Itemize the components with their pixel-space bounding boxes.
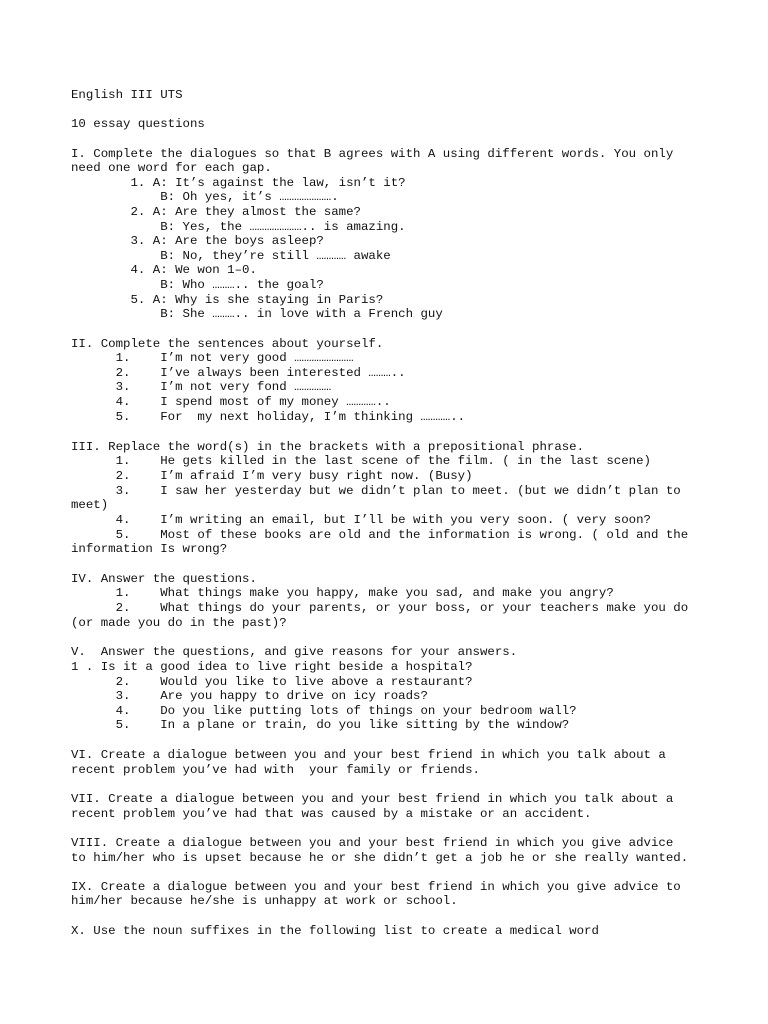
section-4-item-2: 2. What things do your parents, or your boss, or your teachers make you do [71, 601, 689, 615]
section-4-item-1: 1. What things make you happy, make you sad, and make you angry? [71, 586, 614, 600]
section-10-line-1: X. Use the noun suffixes in the following list to create a medical word [71, 924, 599, 938]
section-4-heading: IV. Answer the questions. [71, 572, 257, 586]
section-1-item-3-a: 3. A: Are the boys asleep? [71, 234, 324, 248]
section-1-item-4-b: B: Who ……….. the goal? [71, 278, 324, 292]
section-3-item-3-cont: meet) [71, 498, 109, 512]
section-5-heading: V. Answer the questions, and give reasons for your answers. [71, 645, 518, 659]
section-1-heading: I. Complete the dialogues so that B agrees with A using different words. You only [71, 147, 674, 161]
section-3-item-5-cont: information Is wrong? [71, 542, 228, 556]
section-3-item-1: 1. He gets killed in the last scene of the film. ( in the last scene) [71, 454, 651, 468]
section-3-item-5: 5. Most of these books are old and the information is wrong. ( old and the [71, 528, 689, 542]
section-5-item-2: 2. Would you like to live above a restaurant? [71, 675, 473, 689]
section-1-item-1-a: 1. A: It’s against the law, isn’t it? [71, 176, 406, 190]
section-1-item-5-a: 5. A: Why is she staying in Paris? [71, 293, 384, 307]
section-1-item-3-b: B: No, they’re still ………… awake [71, 249, 391, 263]
section-1-heading-cont: need one word for each gap. [71, 161, 272, 175]
section-2-item-2: 2. I’ve always been interested ……….. [71, 366, 406, 380]
section-2-item-5: 5. For my next holiday, I’m thinking ………….. [71, 410, 466, 424]
section-1-item-5-b: B: She ……….. in love with a French guy [71, 307, 443, 321]
section-7-line-1: VII. Create a dialogue between you and your best friend in which you talk about a [71, 792, 674, 806]
document-subtitle: 10 essay questions [71, 117, 205, 131]
section-1-item-1-b: B: Oh yes, it’s …………………. [71, 190, 339, 204]
section-8-line-1: VIII. Create a dialogue between you and your best friend in which you give advice [71, 836, 674, 850]
section-1-item-2-b: B: Yes, the ………………….. is amazing. [71, 220, 406, 234]
section-9-line-1: IX. Create a dialogue between you and your best friend in which you give advice to [71, 880, 681, 894]
section-3-item-4: 4. I’m writing an email, but I’ll be with you very soon. ( very soon? [71, 513, 651, 527]
section-2-item-1: 1. I’m not very good …………………… [71, 351, 354, 365]
section-9-line-2: him/her because he/she is unhappy at work or school. [71, 894, 458, 908]
section-1-item-4-a: 4. A: We won 1–0. [71, 263, 257, 277]
section-3-heading: III. Replace the word(s) in the brackets with a prepositional phrase. [71, 440, 585, 454]
section-4-item-2-cont: (or made you do in the past)? [71, 616, 287, 630]
section-6-line-2: recent problem you’ve had with your family or friends. [71, 763, 480, 777]
section-1-item-2-a: 2. A: Are they almost the same? [71, 205, 361, 219]
section-5-item-1: 1 . Is it a good idea to live right beside a hospital? [71, 660, 473, 674]
section-5-item-3: 3. Are you happy to drive on icy roads? [71, 689, 428, 703]
section-3-item-2: 2. I’m afraid I’m very busy right now. (Busy) [71, 469, 473, 483]
section-8-line-2: to him/her who is upset because he or she didn’t get a job he or she really wanted. [71, 851, 689, 865]
section-2-item-4: 4. I spend most of my money ………….. [71, 395, 391, 409]
section-6-line-1: VI. Create a dialogue between you and your best friend in which you talk about a [71, 748, 666, 762]
section-3-item-3: 3. I saw her yesterday but we didn’t plan to meet. (but we didn’t plan to [71, 484, 681, 498]
section-5-item-4: 4. Do you like putting lots of things on your bedroom wall? [71, 704, 577, 718]
section-7-line-2: recent problem you’ve had that was caused by a mistake or an accident. [71, 807, 592, 821]
section-2-heading: II. Complete the sentences about yourself. [71, 337, 384, 351]
section-2-item-3: 3. I’m not very fond …………… [71, 380, 332, 394]
section-5-item-5: 5. In a plane or train, do you like sitting by the window? [71, 718, 570, 732]
document-title: English III UTS [71, 88, 183, 102]
